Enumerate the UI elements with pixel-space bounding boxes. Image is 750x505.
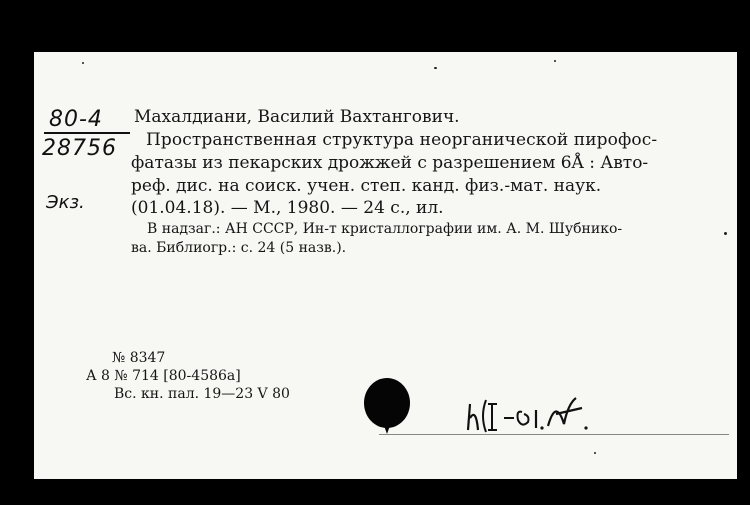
author-heading: Махалдиани, Василий Вахтангович. [134,107,460,127]
handwritten-signature [464,390,594,434]
registry-date: Вс. кн. пал. 19—23 V 80 [114,386,290,402]
registry-number: № 8347 [112,350,166,366]
title-line: реф. дис. на соиск. учен. степ. канд. физ.-мат. наук. [131,176,602,196]
call-number-bottom: 28756 [42,136,117,161]
title-line: (01.04.18). — М., 1980. — 24 с., ил. [131,198,444,218]
call-number-top: 80-4 [49,107,103,132]
copies-mark: Экз. [46,192,85,213]
registry-code: А 8 № 714 [80-4586а] [86,368,241,384]
signature-rule [379,434,729,435]
catalog-card [34,52,737,479]
call-number-divider [44,132,130,134]
note-line: ва. Библиогр.: с. 24 (5 назв.). [131,240,347,256]
title-line: Пространственная структура неорганической пирофос- [146,130,658,150]
note-line: В надзаг.: АН СССР, Ин-т кристаллографии им. А. М. Шубнико- [147,221,623,237]
title-line: фатазы из пекарских дрожжей с разрешением 6Å : Авто- [131,153,649,173]
